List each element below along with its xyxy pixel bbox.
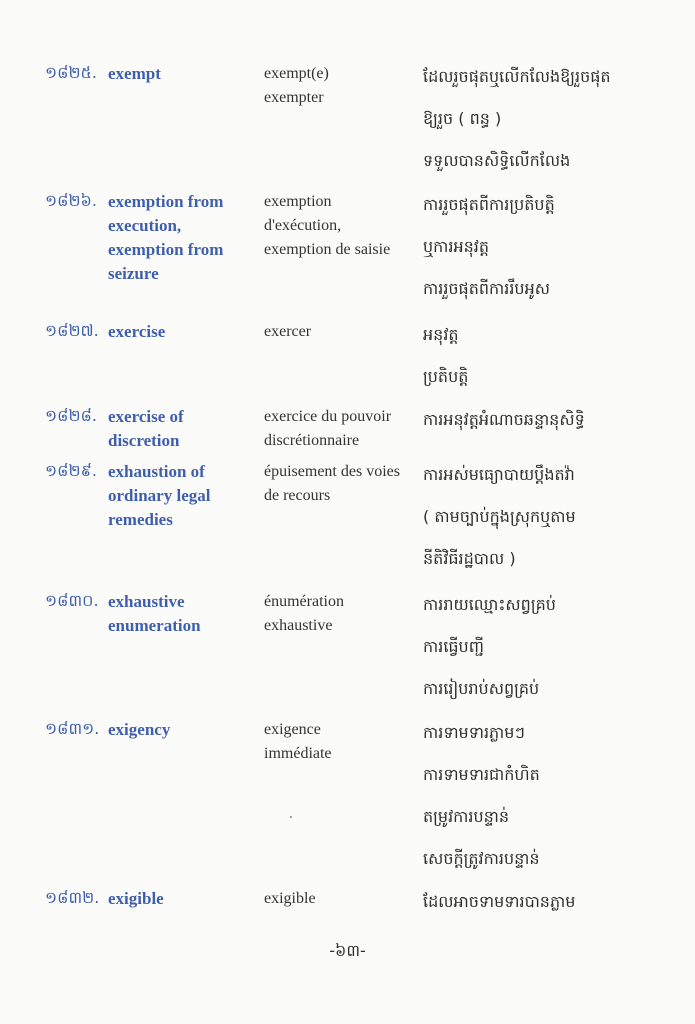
french-line: exigible — [264, 890, 316, 907]
khmer-line: ការធ្វើបញ្ជី — [423, 637, 484, 656]
french-line: exhaustive — [264, 617, 333, 634]
french-line: exercice du pouvoir — [264, 408, 392, 425]
term-line: exhaustive — [108, 592, 185, 611]
khmer-line: ការរួចផុតពីការប្រតិបត្តិ — [423, 195, 555, 214]
khmer-line: ការរៀបរាប់សព្វគ្រប់ — [423, 679, 540, 698]
term-line: discretion — [108, 431, 180, 450]
entry-number: ១៨៣០. — [45, 591, 99, 610]
entry-number: ១៨២៨. — [45, 406, 97, 425]
french-line: immédiate — [264, 745, 332, 762]
entry-term — [108, 190, 258, 286]
entry-number: ១៨២៦. — [45, 191, 97, 210]
entry-number: ១៨២៥. — [45, 63, 97, 82]
khmer-line: សេចក្តីត្រូវការបន្ទាន់ — [423, 849, 540, 868]
term-line: execution, — [108, 216, 182, 235]
french-line: épuisement des voies — [264, 463, 400, 480]
entry-french — [264, 460, 429, 508]
term-line: exercise of — [108, 407, 184, 426]
entry-french — [264, 405, 429, 453]
term-line: ordinary legal — [108, 486, 211, 505]
french-line: exemption — [264, 193, 332, 210]
french-line: discrétionnaire — [264, 432, 360, 449]
french-line: de recours — [264, 487, 331, 504]
entry-french — [264, 590, 429, 638]
term-line: seizure — [108, 264, 159, 283]
khmer-line: ( តាមច្បាប់ក្នុងស្រុកឬតាម — [423, 507, 576, 526]
entry-khmer — [423, 399, 693, 441]
entry-number: ១៨៣២. — [45, 888, 100, 907]
entry-french — [264, 62, 429, 110]
entry-khmer — [423, 712, 693, 880]
french-line: exemption de saisie — [264, 241, 391, 258]
khmer-line: ការរួចផុតពីការរឹបអូស — [423, 279, 550, 298]
entry-term — [108, 405, 258, 453]
french-line: énumération — [264, 593, 344, 610]
print-speck — [290, 816, 292, 818]
entry-number: ១៨២៧. — [45, 321, 99, 340]
entry-term — [108, 62, 258, 86]
entry-khmer — [423, 454, 693, 580]
entry-term — [108, 590, 258, 638]
entry-term — [108, 460, 258, 532]
entry-khmer — [423, 314, 693, 398]
entry-term — [108, 718, 258, 742]
entry-number: ១៨៣១. — [45, 719, 100, 738]
french-line: d'exécution, — [264, 217, 342, 234]
khmer-line: អនុវត្ត — [423, 325, 459, 344]
khmer-line: នីតិវិធីរដ្ឋបាល ) — [423, 549, 516, 568]
french-line: exempter — [264, 89, 324, 106]
khmer-line: ការអស់មធ្យោបាយប្តឹងតវ៉ា — [423, 465, 575, 484]
khmer-line: ឱ្យរួច ( ពន្ធ ) — [423, 109, 502, 128]
khmer-line: ដែលរួចផុតឬលើកលែងឱ្យរួចផុត — [423, 67, 611, 86]
khmer-line: តម្រូវការបន្ទាន់ — [423, 807, 510, 826]
term-line: exigency — [108, 720, 171, 739]
term-line: exigible — [108, 889, 164, 908]
term-line: remedies — [108, 510, 173, 529]
term-line: enumeration — [108, 616, 201, 635]
entry-term — [108, 887, 258, 911]
khmer-line: ប្រតិបត្តិ — [423, 367, 469, 386]
term-line: exempt — [108, 64, 161, 83]
french-line: exempt(e) — [264, 65, 329, 82]
entry-khmer — [423, 881, 693, 923]
french-line: exercer — [264, 323, 312, 340]
entry-french — [264, 320, 429, 344]
khmer-line: ទទួលបានសិទ្ធិលើកលែង — [423, 151, 571, 170]
term-line: exhaustion of — [108, 462, 205, 481]
entry-french — [264, 190, 429, 262]
entry-french — [264, 718, 429, 766]
khmer-line: ដែលអាចទាមទារបានភ្លាម — [423, 892, 576, 911]
entry-khmer — [423, 584, 693, 710]
term-line: exercise — [108, 322, 166, 341]
entry-khmer — [423, 56, 693, 182]
entry-french — [264, 887, 429, 911]
term-line: exemption from — [108, 240, 224, 259]
entry-khmer — [423, 184, 693, 310]
entry-number: ១៨២៩. — [45, 461, 97, 480]
term-line: exemption from — [108, 192, 224, 211]
entry-term — [108, 320, 258, 344]
french-line: exigence — [264, 721, 321, 738]
page-number: -៦៣- — [329, 941, 366, 960]
khmer-line: ការអនុវត្តអំណាចឆន្ទានុសិទ្ធិ — [423, 410, 585, 429]
khmer-line: ការទាមទារជាកំហិត — [423, 765, 540, 784]
khmer-line: ឬការអនុវត្ត — [423, 237, 490, 256]
khmer-line: ការរាយឈ្មោះសព្វគ្រប់ — [423, 595, 556, 614]
khmer-line: ការទាមទារភ្លាមៗ — [423, 723, 525, 742]
